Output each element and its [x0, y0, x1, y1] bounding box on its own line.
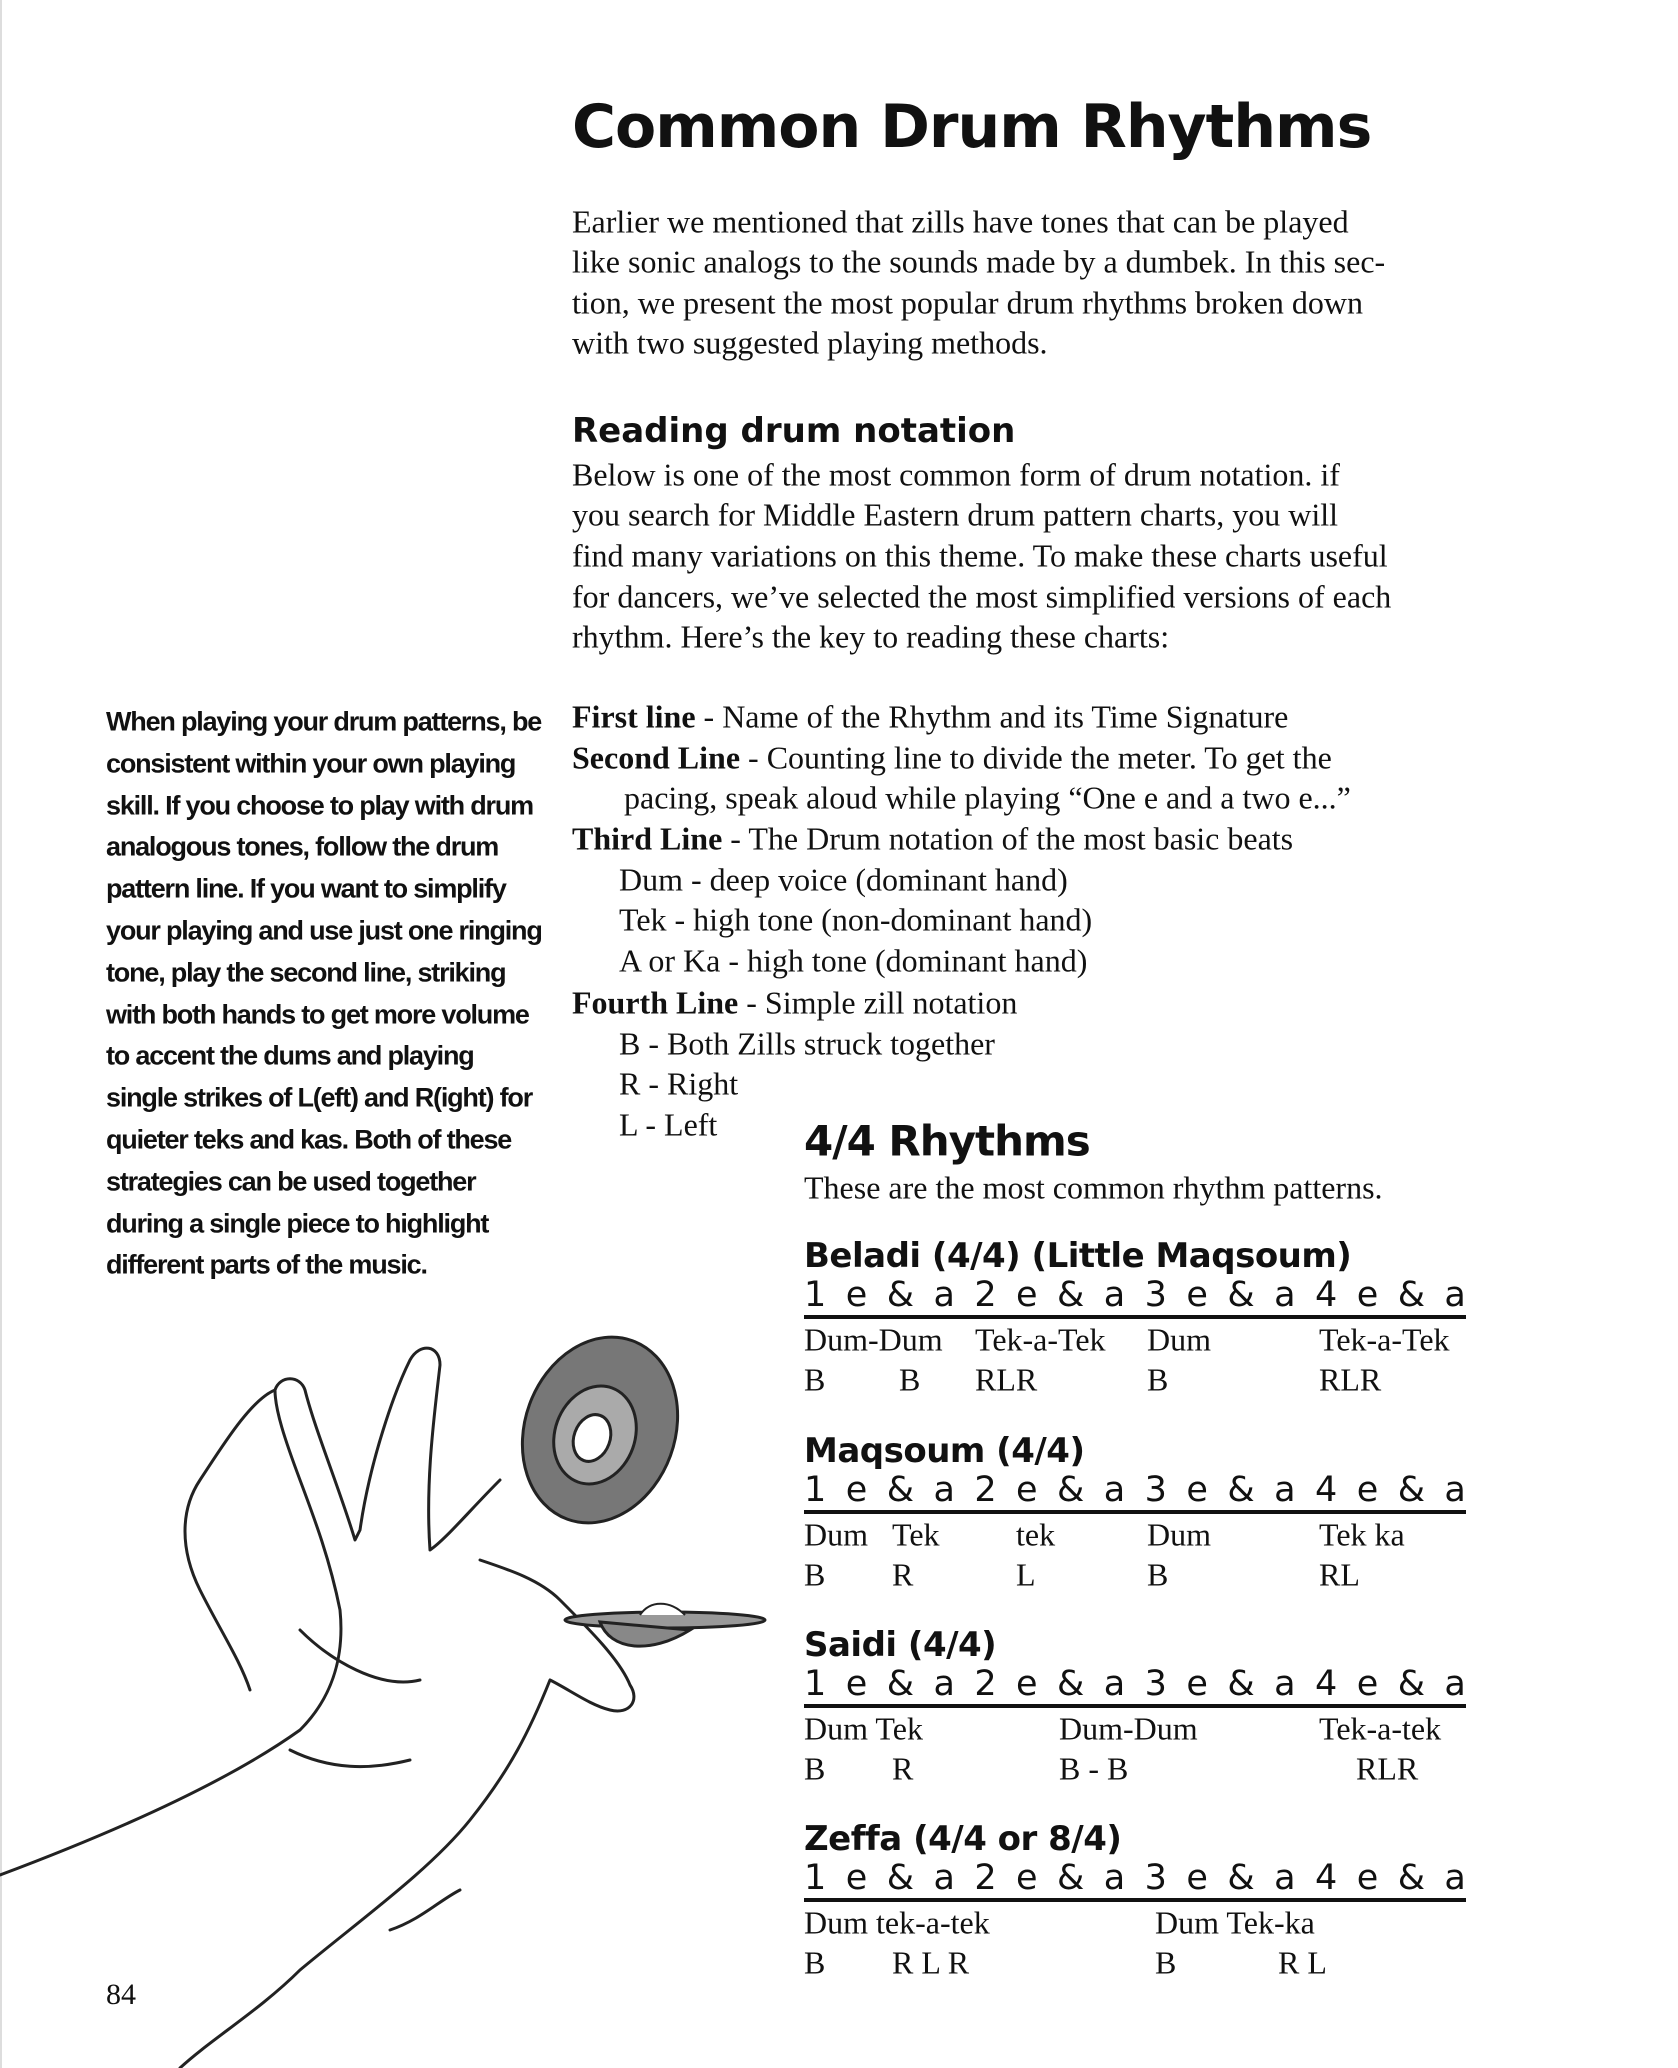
drum-note: Dum tek-a-tek — [804, 1904, 990, 1941]
key-item: R - Right — [619, 1065, 739, 1102]
sidebar-line: skill. If you choose to play with drum — [106, 790, 533, 821]
reading-line: you search for Middle Eastern drum pattern charts, you will — [572, 496, 1338, 533]
rhythm-name: Beladi (4/4) (Little Maqsoum) — [804, 1236, 1352, 1276]
zill-note: B — [1147, 1361, 1169, 1398]
key-label: Second Line — [572, 739, 741, 776]
zill-note: L — [1016, 1556, 1036, 1593]
drum-note: Dum Tek-ka — [1155, 1904, 1315, 1941]
count-beat: a — [1274, 1275, 1296, 1315]
sidebar-line: quieter teks and kas. Both of these — [106, 1124, 512, 1155]
count-beat: 1 — [804, 1275, 827, 1315]
drum-note: Dum — [1147, 1516, 1211, 1553]
section-subtitle: These are the most common rhythm patterns. — [804, 1169, 1383, 1206]
count-line — [804, 1470, 1466, 1514]
count-beat: & — [1057, 1858, 1085, 1898]
key-text: - Simple zill notation — [738, 984, 1018, 1021]
count-beat: 2 — [974, 1858, 997, 1898]
sidebar-line: single strikes of L(eft) and R(ight) for — [106, 1082, 533, 1113]
count-beat: a — [933, 1858, 955, 1898]
count-line — [804, 1858, 1466, 1902]
zill-note: B — [1155, 1944, 1177, 1981]
count-beat: & — [1057, 1664, 1085, 1704]
count-beat: 1 — [804, 1470, 827, 1510]
zill-note: R L — [1278, 1944, 1327, 1981]
key-label: Fourth Line — [572, 984, 739, 1021]
count-beat: & — [1057, 1470, 1085, 1510]
count-beat: & — [1397, 1275, 1425, 1315]
sidebar-line: pattern line. If you want to simplify — [106, 873, 506, 904]
count-beat: e — [845, 1664, 868, 1704]
count-beat: e — [1356, 1664, 1379, 1704]
intro-line: tion, we present the most popular drum rhythms broken down — [572, 284, 1363, 321]
key-item: Dum - deep voice (dominant hand) — [619, 861, 1068, 898]
count-beat: 3 — [1144, 1470, 1167, 1510]
sidebar-line: different parts of the music. — [106, 1249, 427, 1280]
zill-note: RLR — [1356, 1750, 1419, 1787]
count-beat: 4 — [1314, 1470, 1338, 1510]
sidebar-line: with both hands to get more volume — [106, 999, 529, 1030]
count-beat: a — [1103, 1470, 1126, 1510]
count-beat: a — [1444, 1470, 1466, 1510]
drum-note: Dum Tek — [804, 1710, 923, 1747]
intro-line: with two suggested playing methods. — [572, 324, 1048, 361]
zill-note: RL — [1319, 1556, 1360, 1593]
zill-note: B — [804, 1361, 826, 1398]
key-item: A or Ka - high tone (dominant hand) — [619, 942, 1088, 979]
count-beat: & — [1227, 1470, 1255, 1510]
key-item: Tek - high tone (non-dominant hand) — [619, 901, 1093, 938]
key-text: - Counting line to divide the meter. To get the — [740, 739, 1332, 776]
drum-note: Tek ka — [1319, 1516, 1405, 1553]
count-beat: & — [1227, 1858, 1255, 1898]
count-beat: e — [1186, 1275, 1208, 1315]
key-text: - The Drum notation of the most basic beats — [722, 820, 1294, 857]
drum-note: Tek-a-Tek — [1319, 1321, 1450, 1358]
count-beat: & — [886, 1858, 914, 1898]
drum-note: tek — [1016, 1516, 1056, 1553]
count-beat: a — [1444, 1858, 1466, 1898]
key-item: L - Left — [619, 1106, 718, 1143]
key-label: First line — [572, 698, 696, 735]
sidebar-line: consistent within your own playing — [106, 748, 516, 779]
count-beat: e — [1016, 1275, 1038, 1315]
count-beat: a — [933, 1664, 955, 1704]
count-beat: 1 — [804, 1664, 827, 1704]
zill-note: B — [804, 1556, 826, 1593]
key-item: B - Both Zills struck together — [619, 1025, 995, 1062]
count-beat: & — [1397, 1664, 1425, 1704]
rhythm-name: Zeffa (4/4 or 8/4) — [804, 1819, 1122, 1859]
count-beat: 4 — [1314, 1275, 1338, 1315]
count-beat: 3 — [1144, 1858, 1167, 1898]
count-beat: a — [1444, 1664, 1466, 1704]
sidebar-line: analogous tones, follow the drum — [106, 831, 499, 862]
zill-note: R — [892, 1556, 914, 1593]
zill-note: RLR — [975, 1361, 1038, 1398]
rhythm-name: Saidi (4/4) — [804, 1625, 997, 1665]
key-second-line — [572, 740, 1332, 777]
reading-heading: Reading drum notation — [572, 411, 1016, 451]
key-second-cont: pacing, speak aloud while playing “One e and a two e...” — [624, 779, 1351, 816]
reading-line: for dancers, we’ve selected the most simplified versions of each — [572, 578, 1392, 615]
sidebar-line: during a single piece to highlight — [106, 1208, 489, 1239]
count-beat: e — [1356, 1858, 1379, 1898]
zill-note: RLR — [1319, 1361, 1382, 1398]
page-title: Common Drum Rhythms — [572, 92, 1372, 162]
count-beat: 1 — [804, 1858, 827, 1898]
drum-note: Dum-Dum — [804, 1321, 943, 1358]
hand-with-zills-illustration — [0, 1330, 780, 2068]
rhythm-name: Maqsoum (4/4) — [804, 1431, 1085, 1471]
drum-note: Dum — [804, 1516, 868, 1553]
count-beat: 2 — [974, 1275, 997, 1315]
key-first-line — [572, 699, 1288, 736]
count-beat: & — [1057, 1275, 1085, 1315]
count-beat: e — [1186, 1858, 1208, 1898]
count-beat: a — [1103, 1858, 1126, 1898]
count-beat: & — [1227, 1275, 1255, 1315]
count-beat: e — [1016, 1664, 1038, 1704]
section-heading-44: 4/4 Rhythms — [804, 1116, 1090, 1166]
drum-note: Tek-a-tek — [1319, 1710, 1442, 1747]
zill-note: B — [1147, 1556, 1169, 1593]
count-beat: & — [1397, 1470, 1425, 1510]
count-beat: a — [1274, 1664, 1296, 1704]
count-beat: & — [1227, 1664, 1255, 1704]
count-beat: a — [933, 1275, 955, 1315]
count-line — [804, 1275, 1466, 1319]
count-beat: e — [1016, 1470, 1038, 1510]
count-beat: e — [1186, 1664, 1208, 1704]
count-beat: & — [886, 1470, 914, 1510]
count-beat: a — [1444, 1275, 1466, 1315]
count-beat: e — [845, 1275, 868, 1315]
count-beat: a — [1103, 1664, 1126, 1704]
count-beat: e — [1356, 1275, 1379, 1315]
key-text: - Name of the Rhythm and its Time Signature — [695, 698, 1289, 735]
count-beat: 4 — [1314, 1858, 1338, 1898]
key-fourth-line — [572, 985, 1017, 1022]
count-beat: & — [886, 1664, 914, 1704]
count-beat: a — [1274, 1858, 1296, 1898]
count-beat: 2 — [974, 1470, 997, 1510]
reading-line: Below is one of the most common form of drum notation. if — [572, 456, 1340, 493]
count-beat: e — [1356, 1470, 1379, 1510]
zill-note: B — [899, 1361, 921, 1398]
sidebar-line: your playing and use just one ringing — [106, 915, 542, 946]
zill-note: B — [804, 1750, 826, 1787]
sidebar-line: When playing your drum patterns, be — [106, 706, 542, 737]
drum-note: Tek — [892, 1516, 940, 1553]
count-beat: e — [845, 1858, 868, 1898]
zill-note: R — [892, 1750, 914, 1787]
sidebar-line: strategies can be used together — [106, 1166, 476, 1197]
count-beat: 2 — [974, 1664, 997, 1704]
drum-note: Dum-Dum — [1059, 1710, 1198, 1747]
intro-line: like sonic analogs to the sounds made by a dumbek. In this sec- — [572, 243, 1386, 280]
page-number: 84 — [106, 1978, 136, 2011]
count-beat: a — [1274, 1470, 1296, 1510]
sidebar-line: tone, play the second line, striking — [106, 957, 506, 988]
count-beat: e — [845, 1470, 868, 1510]
zill-note: B — [804, 1944, 826, 1981]
count-beat: 3 — [1144, 1275, 1167, 1315]
count-beat: e — [1186, 1470, 1208, 1510]
reading-line: find many variations on this theme. To make these charts useful — [572, 537, 1388, 574]
count-beat: & — [886, 1275, 914, 1315]
intro-line: Earlier we mentioned that zills have tones that can be played — [572, 203, 1349, 240]
key-label: Third Line — [572, 820, 723, 857]
count-line — [804, 1664, 1466, 1708]
reading-line: rhythm. Here’s the key to reading these charts: — [572, 618, 1170, 655]
count-beat: e — [1016, 1858, 1038, 1898]
drum-note: Tek-a-Tek — [975, 1321, 1106, 1358]
sidebar-line: to accent the dums and playing — [106, 1040, 474, 1071]
count-beat: & — [1397, 1858, 1425, 1898]
zill-note: R L R — [892, 1944, 970, 1981]
key-third-line — [572, 821, 1293, 858]
zill-note: B - B — [1059, 1750, 1129, 1787]
drum-note: Dum — [1147, 1321, 1211, 1358]
count-beat: a — [1103, 1275, 1126, 1315]
count-beat: 4 — [1314, 1664, 1338, 1704]
count-beat: a — [933, 1470, 955, 1510]
count-beat: 3 — [1144, 1664, 1167, 1704]
